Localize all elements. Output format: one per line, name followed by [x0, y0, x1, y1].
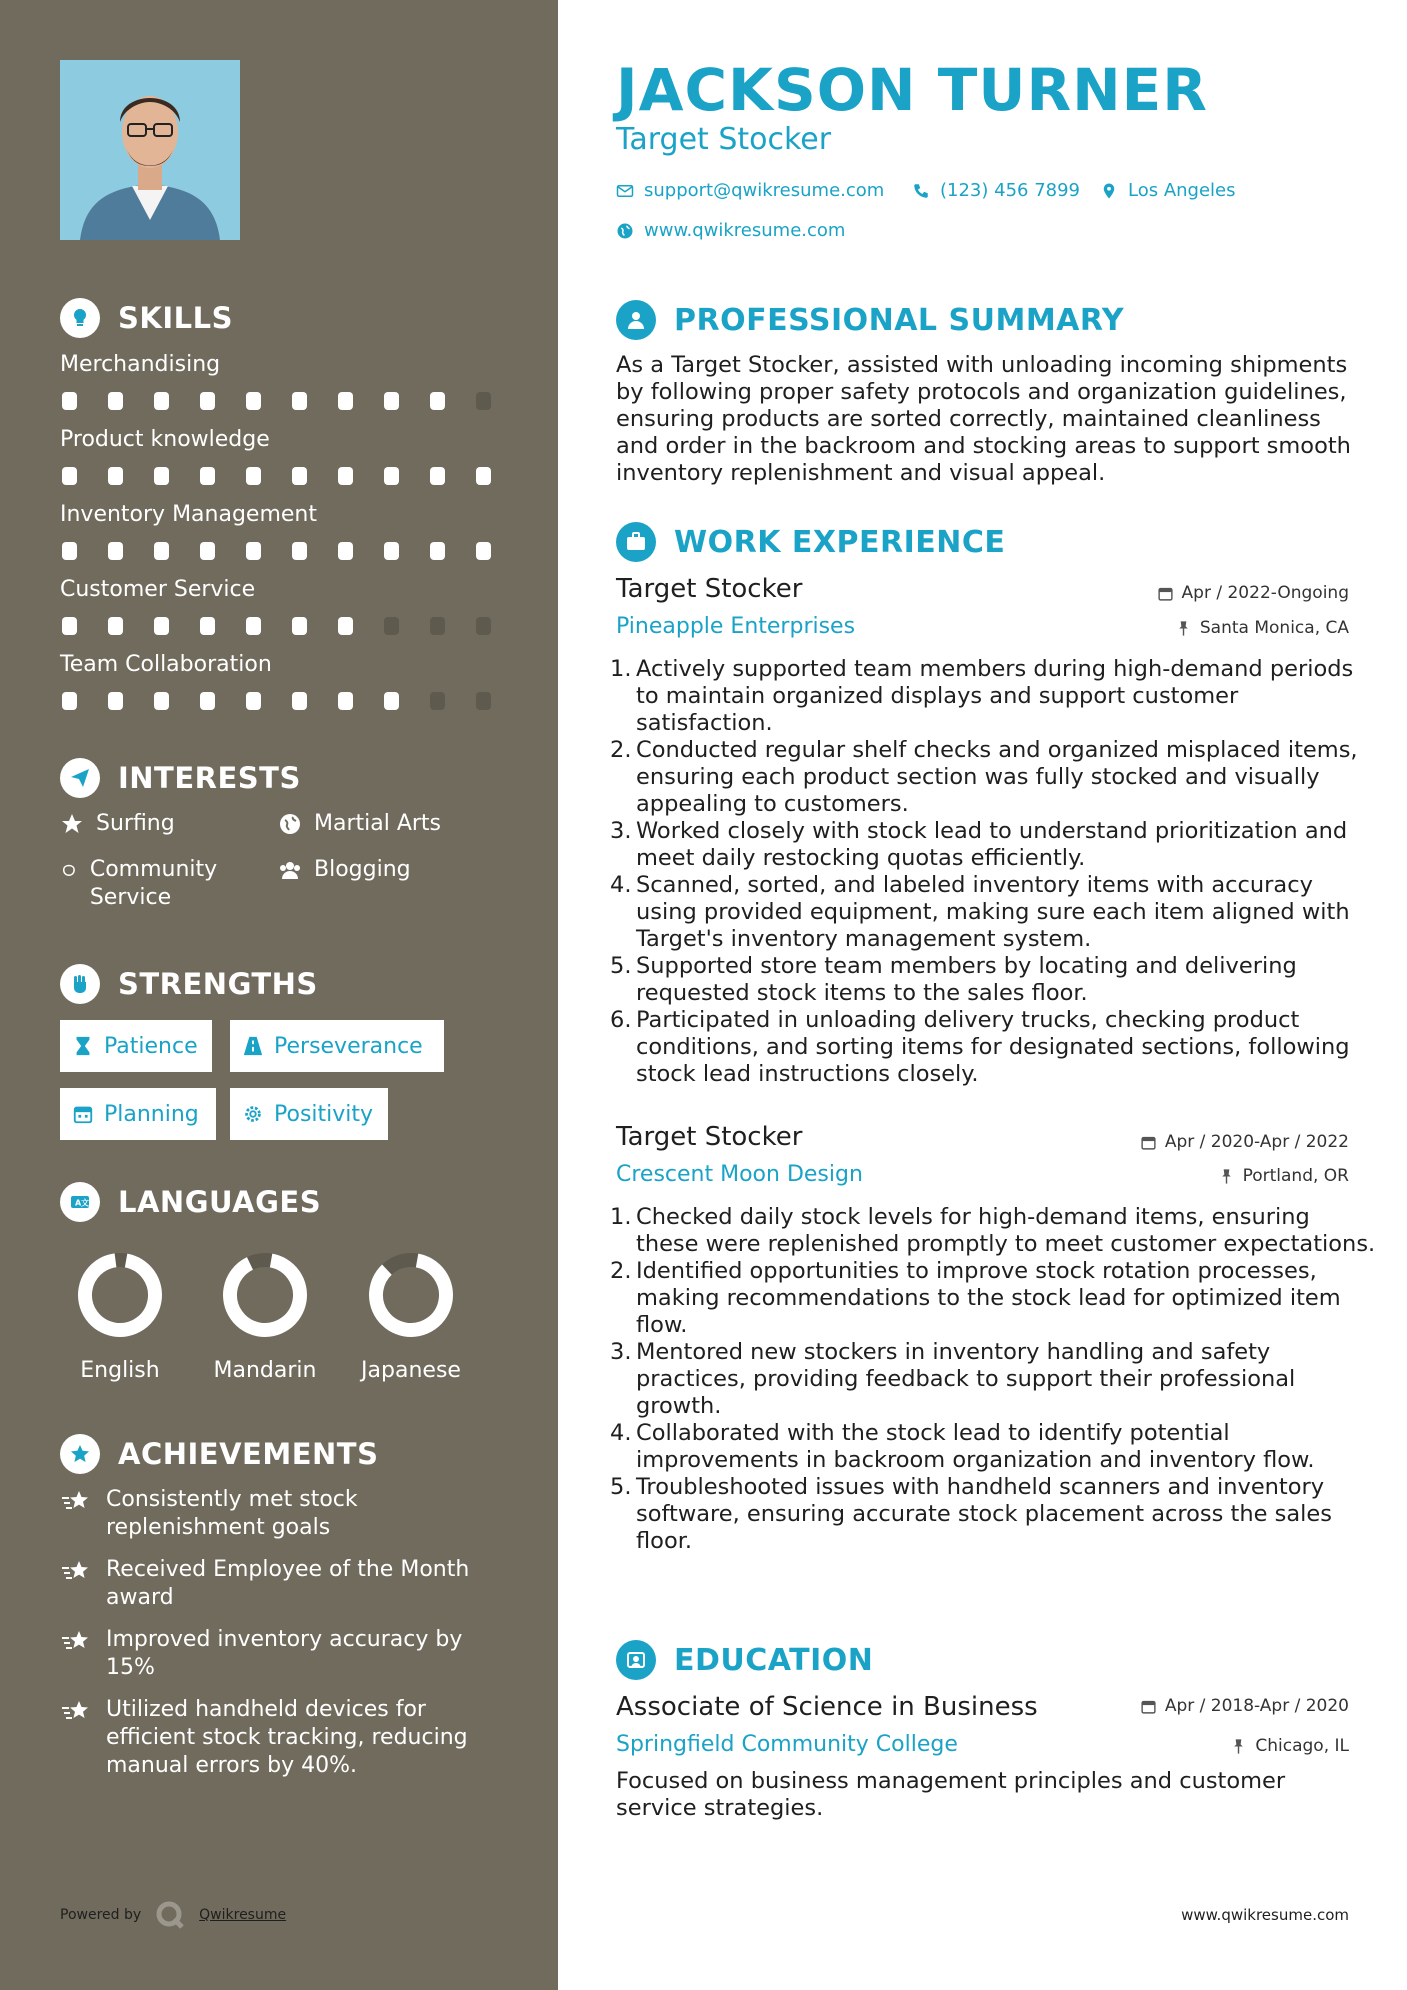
duty-item: 2. Conducted regular shelf checks and organized misplaced items, ensuring each product section was fully stocked and visually appealing to customers.	[610, 737, 1358, 817]
skill-rating-dot	[476, 692, 491, 710]
skill-rating-dot	[430, 467, 445, 485]
achievements-heading	[60, 1434, 378, 1474]
skill-rating-dot	[476, 617, 491, 635]
duty-item: 5. Supported store team members by locating and delivering requested stock items to the sales floor.	[610, 953, 1297, 1006]
summary-text: As a Target Stocker, assisted with unloading incoming shipments by following proper safety protocols and organization guidelines, ensuring products are sorted correctly, maintained cleanliness and order in the backroom and stocking areas to support smooth inventory replenishment and visual appeal.	[616, 352, 1351, 486]
skill-rating-dot	[200, 617, 215, 635]
interest-item: Martial Arts	[278, 810, 441, 838]
skill-rating-dot	[430, 617, 445, 635]
skill-rating-dot	[384, 392, 399, 410]
qwikresume-logo-icon	[155, 1900, 185, 1930]
language-item	[55, 1250, 185, 1383]
duty-item: 6. Participated in unloading delivery trucks, checking product conditions, and sorting items for designated sections, following stock lead instructions closely.	[610, 1007, 1350, 1087]
shooting-star-icon	[60, 1628, 92, 1656]
strength-chip: Planning	[60, 1088, 216, 1140]
education-dates: Apr / 2018-Apr / 2020	[1140, 1696, 1349, 1716]
achievement-item: Improved inventory accuracy by 15%	[60, 1626, 500, 1682]
strength-chip: Patience	[60, 1020, 212, 1072]
interest-item: Surfing	[60, 810, 175, 838]
skill-rating-dot	[62, 617, 77, 635]
powered-by: Powered by Qwikresume	[60, 1900, 286, 1930]
skills-title: SKILLS	[118, 301, 233, 335]
calendar-icon	[1157, 585, 1174, 602]
language-label: Japanese	[361, 1358, 461, 1383]
skill-name: Customer Service	[60, 577, 256, 602]
duty-item: 2. Identified opportunities to improve stock rotation processes, making recommendations to the stock lead for optimized item flow.	[610, 1258, 1341, 1338]
skill-item	[60, 425, 500, 485]
skill-rating-dot	[108, 617, 123, 635]
education-heading: EDUCATION	[616, 1640, 873, 1680]
education-description: Focused on business management principles and customer service strategies.	[616, 1768, 1286, 1821]
job-duties	[610, 656, 1376, 1088]
skill-rating-dot	[292, 542, 307, 560]
skill-rating-dot	[476, 542, 491, 560]
footer-url[interactable]: www.qwikresume.com	[1181, 1906, 1349, 1924]
skill-item	[60, 350, 500, 410]
achievement-item: Received Employee of the Month award	[60, 1556, 500, 1612]
achievements-title: ACHIEVEMENTS	[118, 1437, 379, 1471]
skill-rating-dot	[338, 392, 353, 410]
skill-rating-dot	[154, 692, 169, 710]
company-name: Crescent Moon Design	[616, 1162, 863, 1187]
star-badge-icon	[60, 1434, 100, 1474]
gear-icon	[242, 1103, 264, 1125]
education-location: Chicago, IL	[1230, 1736, 1349, 1756]
skill-rating-dot	[200, 467, 215, 485]
users-icon	[278, 858, 302, 882]
map-pin-icon	[1100, 182, 1118, 200]
skill-rating-dot	[108, 467, 123, 485]
paper-plane-icon	[60, 758, 100, 798]
skill-rating-dot	[246, 617, 261, 635]
skill-rating-dot	[200, 392, 215, 410]
candidate-name: JACKSON TURNER	[616, 56, 1208, 124]
skill-rating-dot	[108, 542, 123, 560]
pin-icon	[1230, 1738, 1247, 1755]
languages-title: LANGUAGES	[118, 1185, 322, 1219]
skill-rating-dot	[292, 392, 307, 410]
duty-item: 3. Mentored new stockers in inventory handling and safety practices, providing feedback to support their professional growth.	[610, 1339, 1296, 1419]
hourglass-icon	[72, 1035, 94, 1057]
shooting-star-icon	[60, 1698, 92, 1726]
skill-rating	[60, 617, 500, 635]
skill-item	[60, 575, 500, 635]
fist-icon	[60, 964, 100, 1004]
skill-rating-dot	[154, 542, 169, 560]
job-duties	[610, 1204, 1376, 1555]
language-level-ring	[75, 1250, 165, 1340]
language-level-ring	[220, 1250, 310, 1340]
star-icon	[60, 812, 84, 836]
shooting-star-icon	[60, 1488, 92, 1516]
language-item	[200, 1250, 330, 1383]
skill-rating-dot	[246, 692, 261, 710]
skill-rating-dot	[62, 542, 77, 560]
hand-icon	[60, 858, 78, 882]
skill-rating-dot	[246, 467, 261, 485]
skill-rating-dot	[246, 542, 261, 560]
interest-item: Community Service	[60, 856, 250, 912]
duty-item: 4. Collaborated with the stock lead to identify potential improvements in backroom organization and inventory flow.	[610, 1420, 1315, 1473]
skill-rating-dot	[62, 392, 77, 410]
main-content	[558, 0, 1407, 1990]
skill-name: Inventory Management	[60, 502, 317, 527]
skill-rating-dot	[292, 692, 307, 710]
duty-item: 3. Worked closely with stock lead to understand prioritization and meet daily restocking quotas efficiently.	[610, 818, 1348, 871]
company-name: Pineapple Enterprises	[616, 614, 856, 639]
skill-rating-dot	[338, 692, 353, 710]
pin-icon	[1175, 620, 1192, 637]
phone-icon	[912, 182, 930, 200]
profile-photo	[60, 60, 240, 240]
skill-rating-dot	[338, 542, 353, 560]
job-location: Santa Monica, CA	[1175, 618, 1349, 638]
skill-rating-dot	[246, 392, 261, 410]
skill-rating-dot	[200, 542, 215, 560]
skill-rating-dot	[108, 392, 123, 410]
skill-rating-dot	[62, 692, 77, 710]
work-experience-heading: WORK EXPERIENCE	[616, 522, 1005, 562]
school-name: Springfield Community College	[616, 1732, 958, 1757]
envelope-icon	[616, 182, 634, 200]
calendar-icon	[72, 1103, 94, 1125]
skill-item	[60, 500, 500, 560]
qwikresume-link[interactable]: Qwikresume	[199, 1907, 287, 1923]
language-label: Mandarin	[213, 1358, 317, 1383]
skill-rating-dot	[430, 542, 445, 560]
language-item	[346, 1250, 476, 1383]
job-dates: Apr / 2020-Apr / 2022	[1140, 1132, 1349, 1152]
skill-rating-dot	[476, 392, 491, 410]
strengths-title: STRENGTHS	[118, 967, 318, 1001]
website-contact[interactable]: www.qwikresume.com	[616, 220, 845, 241]
skill-rating-dot	[108, 692, 123, 710]
lightbulb-icon	[60, 298, 100, 338]
interests-title: INTERESTS	[118, 761, 301, 795]
achievement-item: Utilized handheld devices for efficient stock tracking, reducing manual errors by 40%.	[60, 1696, 500, 1780]
globe-icon	[616, 222, 634, 240]
skill-rating	[60, 392, 500, 410]
sidebar	[0, 0, 558, 1990]
location-contact: Los Angeles	[1100, 180, 1236, 201]
language-icon	[60, 1182, 100, 1222]
skill-rating-dot	[154, 467, 169, 485]
degree-title: Associate of Science in Business	[616, 1692, 1038, 1722]
skill-rating	[60, 692, 500, 710]
skill-item	[60, 650, 500, 710]
skill-rating-dot	[62, 467, 77, 485]
skill-name: Merchandising	[60, 352, 221, 377]
globe-icon	[278, 812, 302, 836]
skill-rating-dot	[384, 617, 399, 635]
skill-rating-dot	[430, 692, 445, 710]
interest-item: Blogging	[278, 856, 411, 884]
skill-name: Product knowledge	[60, 427, 270, 452]
summary-heading: PROFESSIONAL SUMMARY	[616, 300, 1124, 340]
skill-rating-dot	[338, 467, 353, 485]
skill-rating-dot	[154, 617, 169, 635]
duty-item: 4. Scanned, sorted, and labeled inventory items with accuracy using provided equipment, making sure each item aligned with Target's inventory management system.	[610, 872, 1350, 952]
duty-item: 1. Actively supported team members during high-demand periods to maintain organized displays and support customer satisfaction.	[610, 656, 1354, 736]
svg-text:文: 文	[81, 1198, 90, 1208]
user-icon	[616, 300, 656, 340]
graduation-icon	[616, 1640, 656, 1680]
skill-name: Team Collaboration	[60, 652, 272, 677]
skill-rating	[60, 542, 500, 560]
skill-rating-dot	[476, 467, 491, 485]
skill-rating-dot	[384, 467, 399, 485]
shooting-star-icon	[60, 1558, 92, 1586]
strengths-heading	[60, 964, 318, 1004]
calendar-icon	[1140, 1134, 1157, 1151]
job-title: Target Stocker	[616, 1122, 803, 1152]
duty-item: 5. Troubleshooted issues with handheld scanners and inventory software, ensuring accurate stock placement across the sales floor.	[610, 1474, 1332, 1554]
job-dates: Apr / 2022-Ongoing	[1157, 583, 1349, 603]
skill-rating-dot	[292, 467, 307, 485]
skill-rating-dot	[292, 617, 307, 635]
briefcase-icon	[616, 522, 656, 562]
skills-heading	[60, 298, 233, 338]
candidate-role: Target Stocker	[616, 122, 832, 157]
skill-rating-dot	[430, 392, 445, 410]
achievement-item: Consistently met stock replenishment goals	[60, 1486, 500, 1542]
skill-rating-dot	[154, 392, 169, 410]
strength-chip: Perseverance	[230, 1020, 444, 1072]
road-icon	[242, 1035, 264, 1057]
skill-rating	[60, 467, 500, 485]
languages-heading	[60, 1182, 321, 1222]
interests-heading	[60, 758, 301, 798]
svg-text:A: A	[75, 1198, 82, 1208]
duty-item: 1. Checked daily stock levels for high-demand items, ensuring these were replenished promptly to meet customer expectations.	[610, 1204, 1376, 1257]
job-title: Target Stocker	[616, 574, 803, 604]
phone-contact[interactable]: (123) 456 7899	[912, 180, 1080, 201]
language-level-ring	[366, 1250, 456, 1340]
calendar-icon	[1140, 1698, 1157, 1715]
email-contact[interactable]: support@qwikresume.com	[616, 180, 884, 201]
pin-icon	[1218, 1168, 1235, 1185]
skill-rating-dot	[384, 692, 399, 710]
skill-rating-dot	[338, 617, 353, 635]
job-location: Portland, OR	[1218, 1166, 1349, 1186]
strength-chip: Positivity	[230, 1088, 388, 1140]
skill-rating-dot	[384, 542, 399, 560]
skill-rating-dot	[200, 692, 215, 710]
language-label: English	[80, 1358, 160, 1383]
